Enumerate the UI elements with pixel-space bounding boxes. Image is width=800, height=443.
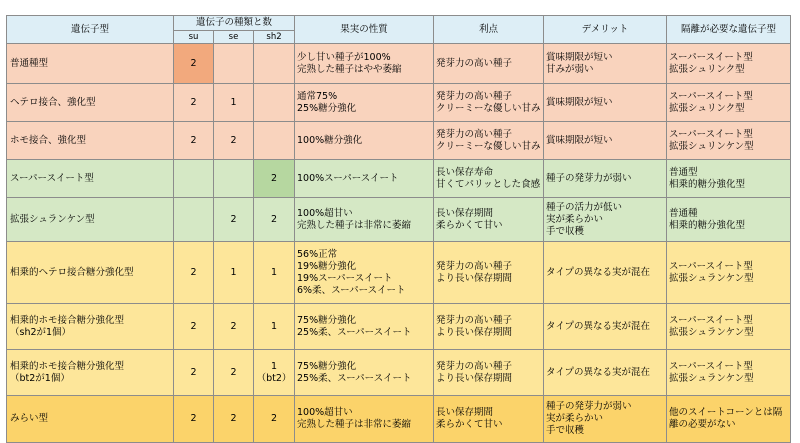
demerit: タイプの異なる実が混在 (544, 350, 667, 396)
header-gene-kinds: 遺伝子の種類と数 (174, 16, 295, 31)
table-row (7, 160, 791, 198)
table-row (7, 44, 791, 84)
demerit: 賞味期限が短い 甘みが弱い (544, 44, 667, 84)
su-count: 2 (174, 350, 214, 396)
isolation: 普通種 相乗的糖分強化型 (667, 198, 791, 242)
merit: 発芽力の高い種子 (434, 44, 544, 84)
se-count: 2 (214, 198, 254, 242)
demerit: タイプの異なる実が混在 (544, 242, 667, 304)
genotype-name: 相乗的ホモ接合糖分強化型 （sh2が1個） (7, 304, 174, 350)
sh2-count (254, 122, 295, 160)
header-merit: 利点 (434, 16, 544, 44)
genotype-name: 拡張シュランケン型 (7, 198, 174, 242)
demerit: 賞味期限が短い (544, 84, 667, 122)
header-demerit: デメリット (544, 16, 667, 44)
isolation: スーパースイート型 拡張シュリンク型 (667, 44, 791, 84)
fruit-property: 少し甘い種子が100% 完熟した種子はやや萎縮 (295, 44, 434, 84)
fruit-property: 56%正常 19%糖分強化 19%スーパースイート 6%柔、スーパースイート (295, 242, 434, 304)
se-count (214, 160, 254, 198)
se-count: 1 (214, 242, 254, 304)
header-fruit: 果実の性質 (295, 16, 434, 44)
header-su: su (174, 31, 214, 44)
su-count (174, 198, 214, 242)
fruit-property: 100%糖分強化 (295, 122, 434, 160)
genotype-name: ヘテロ接合、強化型 (7, 84, 174, 122)
table-row (7, 304, 791, 350)
isolation: スーパースイート型 拡張シュランケン型 (667, 242, 791, 304)
isolation: スーパースイート型 拡張シュランケン型 (667, 350, 791, 396)
genotype-table (6, 15, 791, 443)
su-count: 2 (174, 84, 214, 122)
fruit-property: 75%糖分強化 25%柔、スーパースイート (295, 350, 434, 396)
se-count: 2 (214, 350, 254, 396)
sh2-count: 1 （bt2） (254, 350, 295, 396)
su-count: 2 (174, 122, 214, 160)
merit: 長い保存期間 柔らかくて甘い (434, 198, 544, 242)
table-row (7, 122, 791, 160)
merit: 発芽力の高い種子 より長い保存期間 (434, 304, 544, 350)
header-se: se (214, 31, 254, 44)
demerit: 賞味期限が短い (544, 122, 667, 160)
demerit: 種子の活力が低い 実が柔らかい 手で収穫 (544, 198, 667, 242)
se-count: 2 (214, 304, 254, 350)
su-count (174, 160, 214, 198)
genotype-name: 普通種型 (7, 44, 174, 84)
merit: 長い保存期間 柔らかくて甘い (434, 396, 544, 443)
isolation: スーパースイート型 拡張シュリンク型 (667, 84, 791, 122)
su-count: 2 (174, 304, 214, 350)
table-row (7, 198, 791, 242)
merit: 発芽力の高い種子 より長い保存期間 (434, 242, 544, 304)
fruit-property: 100%超甘い 完熟した種子は非常に萎縮 (295, 396, 434, 443)
genotype-name: スーパースイート型 (7, 160, 174, 198)
fruit-property: 75%糖分強化 25%柔、スーパースイート (295, 304, 434, 350)
su-count: 2 (174, 396, 214, 443)
sh2-count (254, 44, 295, 84)
genotype-name: 相乗的ヘテロ接合糖分強化型 (7, 242, 174, 304)
se-count: 1 (214, 84, 254, 122)
sh2-count: 2 (254, 160, 295, 198)
demerit: 種子の発芽力が弱い 実が柔らかい 手で収穫 (544, 396, 667, 443)
isolation: 他のスイートコーンとは隔 離の必要がない (667, 396, 791, 443)
demerit: 種子の発芽力が弱い (544, 160, 667, 198)
header-isolation: 隔離が必要な遺伝子型 (667, 16, 791, 44)
fruit-property: 通常75% 25%糖分強化 (295, 84, 434, 122)
sh2-count: 1 (254, 304, 295, 350)
table-row (7, 396, 791, 443)
header-sh2: sh2 (254, 31, 295, 44)
su-count: 2 (174, 242, 214, 304)
header-row (7, 16, 791, 31)
merit: 長い保存寿命 甘くてパリッとした食感 (434, 160, 544, 198)
merit: 発芽力の高い種子 クリーミーな優しい甘み (434, 122, 544, 160)
genotype-name: 相乗的ホモ接合糖分強化型 （bt2が1個） (7, 350, 174, 396)
isolation: 普通型 相乗的糖分強化型 (667, 160, 791, 198)
isolation: スーパースイート型 拡張シュランケン型 (667, 304, 791, 350)
header-genotype: 遺伝子型 (7, 16, 174, 44)
genotype-table-wrapper (6, 15, 791, 443)
table-row (7, 350, 791, 396)
genotype-name: ホモ接合、強化型 (7, 122, 174, 160)
table-row (7, 242, 791, 304)
se-count: 2 (214, 396, 254, 443)
demerit: タイプの異なる実が混在 (544, 304, 667, 350)
se-count (214, 44, 254, 84)
table-row (7, 84, 791, 122)
sh2-count: 2 (254, 396, 295, 443)
sh2-count (254, 84, 295, 122)
fruit-property: 100%スーパースイート (295, 160, 434, 198)
sh2-count: 2 (254, 198, 295, 242)
isolation: スーパースイート型 拡張シュリンケン型 (667, 122, 791, 160)
fruit-property: 100%超甘い 完熟した種子は非常に萎縮 (295, 198, 434, 242)
sh2-count: 1 (254, 242, 295, 304)
merit: 発芽力の高い種子 より長い保存期間 (434, 350, 544, 396)
se-count: 2 (214, 122, 254, 160)
genotype-name: みらい型 (7, 396, 174, 443)
merit: 発芽力の高い種子 クリーミーな優しい甘み (434, 84, 544, 122)
su-count: 2 (174, 44, 214, 84)
